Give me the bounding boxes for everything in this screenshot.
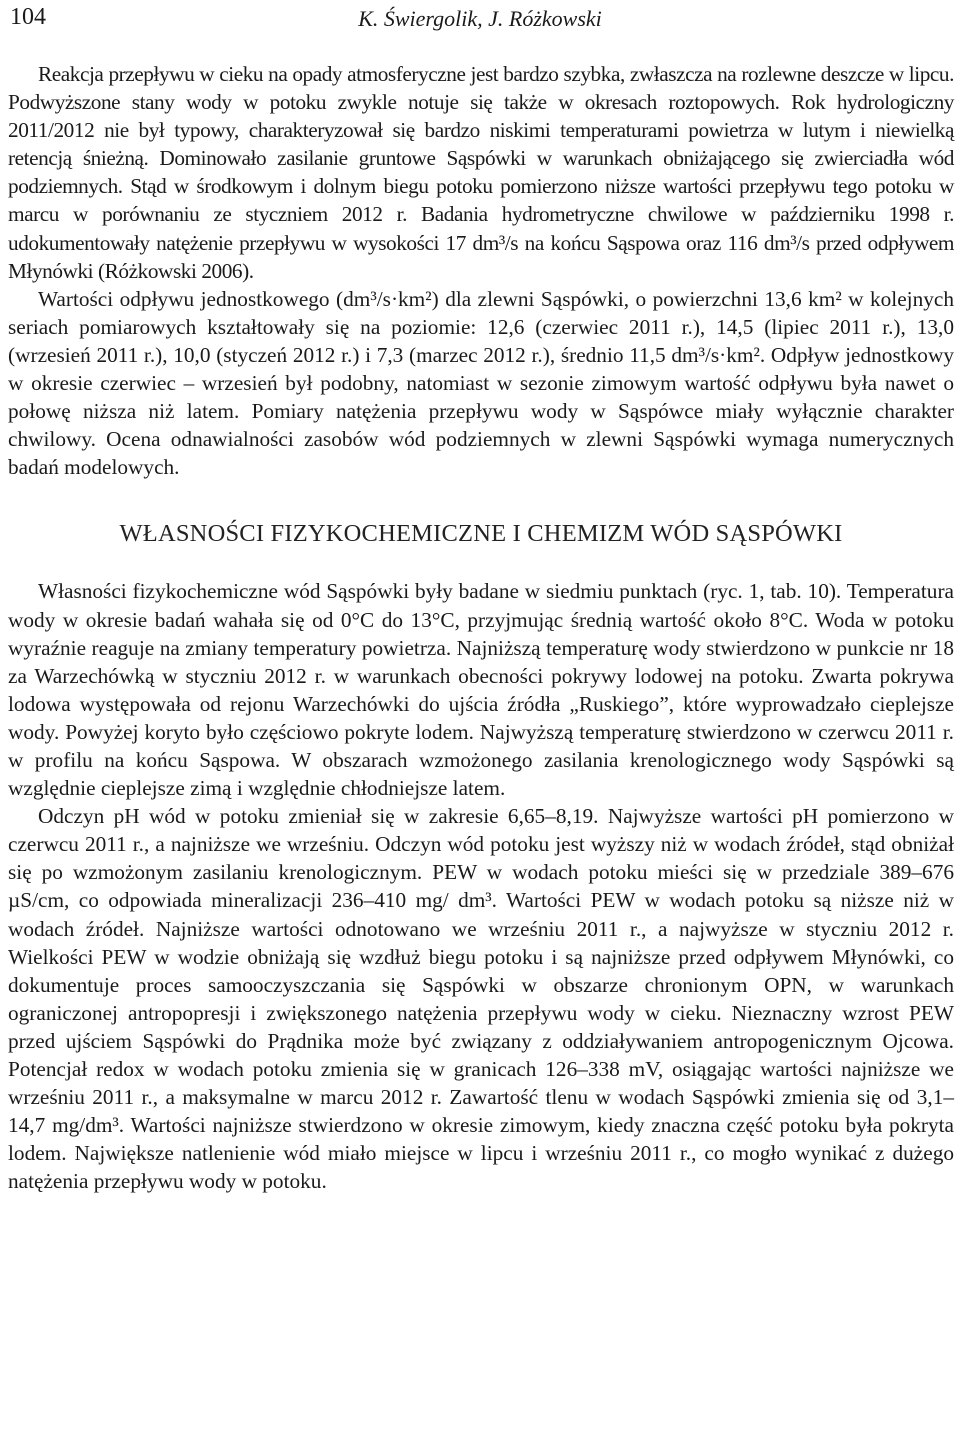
running-head-authors: K. Świergolik, J. Różkowski bbox=[358, 6, 602, 31]
section-heading: WŁASNOŚCI FIZYKOCHEMICZNE I CHEMIZM WÓD SĄSPÓWKI bbox=[119, 520, 843, 548]
paragraph-flow-reaction: Reakcja przepływu w cieku na opady atmosferyczne jest bardzo szybka, zwłaszcza na rozlewne deszcze w lipcu. Podwyższone stany wody w potoku zwykle notuje się także w okresach roztopowych. Rok hydrologiczny 2011/2012 nie był typowy, charakteryzował się bardzo niskimi temperaturami powietrza w lutym i niewielką retencją śnieżną. Dominowało zasilanie gruntowe Sąspówki w warunkach obniżającego się zwierciadła wód podziemnych. Stąd w środkowym i dolnym biegu potoku pomierzono niższe wartości przepływu tego potoku w marcu w porównaniu ze styczniem 2012 r. Badania hydrometryczne chwilowe w październiku 1998 r. udokumentowały natężenie przepływu w wysokości 17 dm³/s na końcu Sąspowa oraz 116 dm³/s przed odpływem Młynówki (Różkowski 2006). bbox=[8, 62, 954, 283]
page-header bbox=[10, 4, 950, 38]
paragraph-unit-runoff: Wartości odpływu jednostkowego (dm³/s·km²) dla zlewni Sąspówki, o powierzchni 13,6 km² w kolejnych seriach pomiarowych kształtowały się na poziomie: 12,6 (czerwiec 2011 r.), 14,5 (lipiec 2011 r.), 13,0 (wrzesień 2011 r.), 10,0 (styczeń 2012 r.) i 7,3 (marzec 2012 r.), średnio 11,5 dm³/s·km². Odpływ jednostkowy w okresie czerwiec – wrzesień był podobny, natomiast w sezonie zimowym wartość odpływu była nawet o połowę niższa niż latem. Pomiary natężenia przepływu wody w Sąspówce miały wyłącznie charakter chwilowy. Ocena odnawialności zasobów wód podziemnych w zlewni Sąspówki wymaga numerycznych badań modelowych. bbox=[8, 286, 954, 480]
article-body bbox=[8, 60, 954, 1195]
page-number: 104 bbox=[10, 4, 46, 30]
paragraph-ph-pew: Odczyn pH wód w potoku zmieniał się w zakresie 6,65–8,19. Najwyższe wartości pH pomierzono w czerwcu 2011 r., a najniższe we wrześniu. Odczyn wód potoku jest wyższy niż w wodach źródeł, stąd obniżał się po wzmożonym zasilaniu krenologicznym. PEW w wodach potoku mieści się w przedziale 389–676 µS/cm, co odpowiada mineralizacji 236–410 mg/ dm³. Wartości PEW w wodach potoku są niższe niż w wodach źródeł. Najniższe wartości odnotowano we wrześniu 2011 r., a najwyższe w styczniu 2012 r. Wielkości PEW w wodzie obniżają się wzdłuż biegu potoku i są najniższe przed odpływem Młynówki, co dokumentuje proces samooczyszczania się Sąspówki w obszarze chronionym OPN, w warunkach ograniczonej antropopresji i zwiększonego natężenia przepływu wody w cieku. Nieznaczny wzrost PEW przed ujściem Sąspówki do Prądnika może być związany z oddziaływaniem antropogenicznym Ojcowa. Potencjał redox w wodach potoku zmienia się w granicach 126–338 mV, osiągając wartości najniższe we wrześniu 2011 r., a maksymalne w marcu 2012 r. Zawartość tlenu w wodach Sąspówki zmienia się od 3,1–14,7 mg/dm³. Wartości najniższe stwierdzono w okresie zimowym, kiedy znaczna część potoku była pokryta lodem. Największe natlenienie wód miało miejsce w lipcu i wrześniu 2011 r., co mogło wynikać z dużego natężenia przepływu wody w potoku. bbox=[8, 804, 954, 1194]
paragraph-physicochemical: Własności fizykochemiczne wód Sąspówki były badane w siedmiu punktach (ryc. 1, tab. 10). Temperatura wody w okresie badań wahała się od 0°C do 13°C, przyjmując średnią wartość około 8°C. Woda w potoku wyraźnie reaguje na zmiany temperatury powietrza. Najniższą temperaturę wody stwierdzono w punkcie nr 18 za Warzechówką w styczniu 2012 r. w warunkach obecności pokrywy lodowej na potoku. Zwarta pokrywa lodowa występowała od rejonu Warzechówki do ujścia źródła „Ruskiego”, które wyprowadzało cieplejsze wody. Powyżej koryto było częściowo pokryte lodem. Najwyższą temperaturę stwierdzono w czerwcu 2011 r. w profilu na końcu Sąspowa. W obszarach wzmożonego zasilania krenologicznego wody Sąspówki są względnie cieplejsze zimą i względnie chłodniejsze latem. bbox=[8, 579, 954, 801]
